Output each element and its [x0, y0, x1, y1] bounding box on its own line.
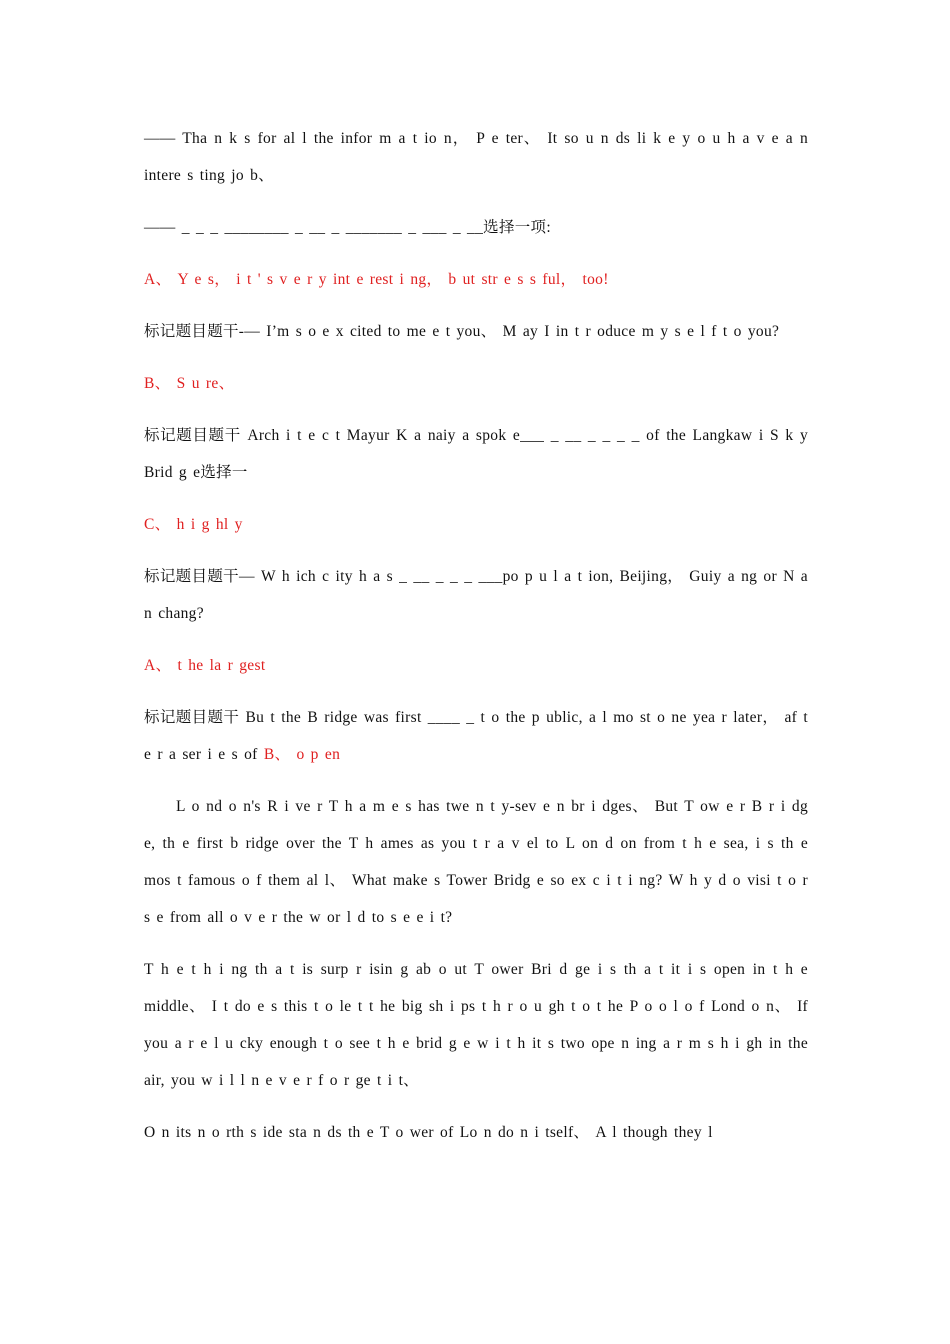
passage-paragraph-3: O n its n o rth s ide sta n ds th e T o wer of Lo n do n i tself、 A l though they l — [144, 1124, 713, 1141]
question-stem-4: 标记题目题干— W h ich c ity h a s _ __ _ _ _ ___po p u l a t ion, Beijing， Guiy a ng or N a n chang? — [144, 568, 808, 622]
answer-option-b-inline: B、 o p en — [263, 746, 341, 763]
question-stem-3: 标记题目题干 Arch i t e c t Mayur K a naiy a spok e___ _ __ _ _ _ _ of the Langkaw i S k y Brid g e选择一 — [144, 427, 808, 481]
passage-paragraph-1: L o nd o n's R i ve r T h a m e s has twe n t y-sev e n br i dges、 But T ow e r B r i dg e, th e first b ridge over the T h ames as you t r a v el to L on d on from t h e sea, i s th e mos t famous o f them al l、 What make s Tower Bridg e so ex c i t i ng? W h y d o visi t o r s e from all o v e r the w or l d to s e e i t? — [144, 798, 808, 926]
passage-paragraph-2: T h e t h i ng th a t is surp r isin g ab o ut T ower Bri d ge i s th a t it i s open in t h e middle、 I t do e s this t o le t t he big sh i ps t h r o u gh t o t he P o o l o f Lond o n、 If you a r e l u cky enough t o see t h e brid g e w i t h it s two ope n ing a r m s h i gh in the air, you w i l l n e v e r f o r ge t i t、 — [144, 961, 808, 1089]
question-stem-2: 标记题目题干-— I’m s o e x cited to me e t you、 M ay I in t r oduce m y s e l f t o you? — [144, 323, 780, 340]
document-page — [144, 120, 808, 1166]
blank-question-line: —— _ _ _ ________ _ __ _ _______ _ ___ _ __选择一项: — [144, 219, 551, 236]
answer-option-c: C、 h i g hl y — [144, 516, 243, 533]
answer-option-a-2: A、 t he la r gest — [144, 657, 266, 674]
dialog-line: —— Tha n k s for al l the infor m a t io n， P e ter、 It so u n ds li k e y o u h a v e a n intere s ting jo b、 — [144, 130, 808, 184]
question-stem-5 — [144, 699, 808, 773]
answer-option-a: A、 Y e s， i t ' s v e r y int e rest i ng， b ut str e s s ful， too! — [144, 271, 609, 288]
answer-option-b: B、 S u re、 — [144, 375, 235, 392]
question-stem-5-text: 标记题目题干 Bu t the B ridge was first ____ _ t o the p ublic, a l mo st o ne yea r later， af t e r a ser i e s of — [144, 709, 808, 763]
